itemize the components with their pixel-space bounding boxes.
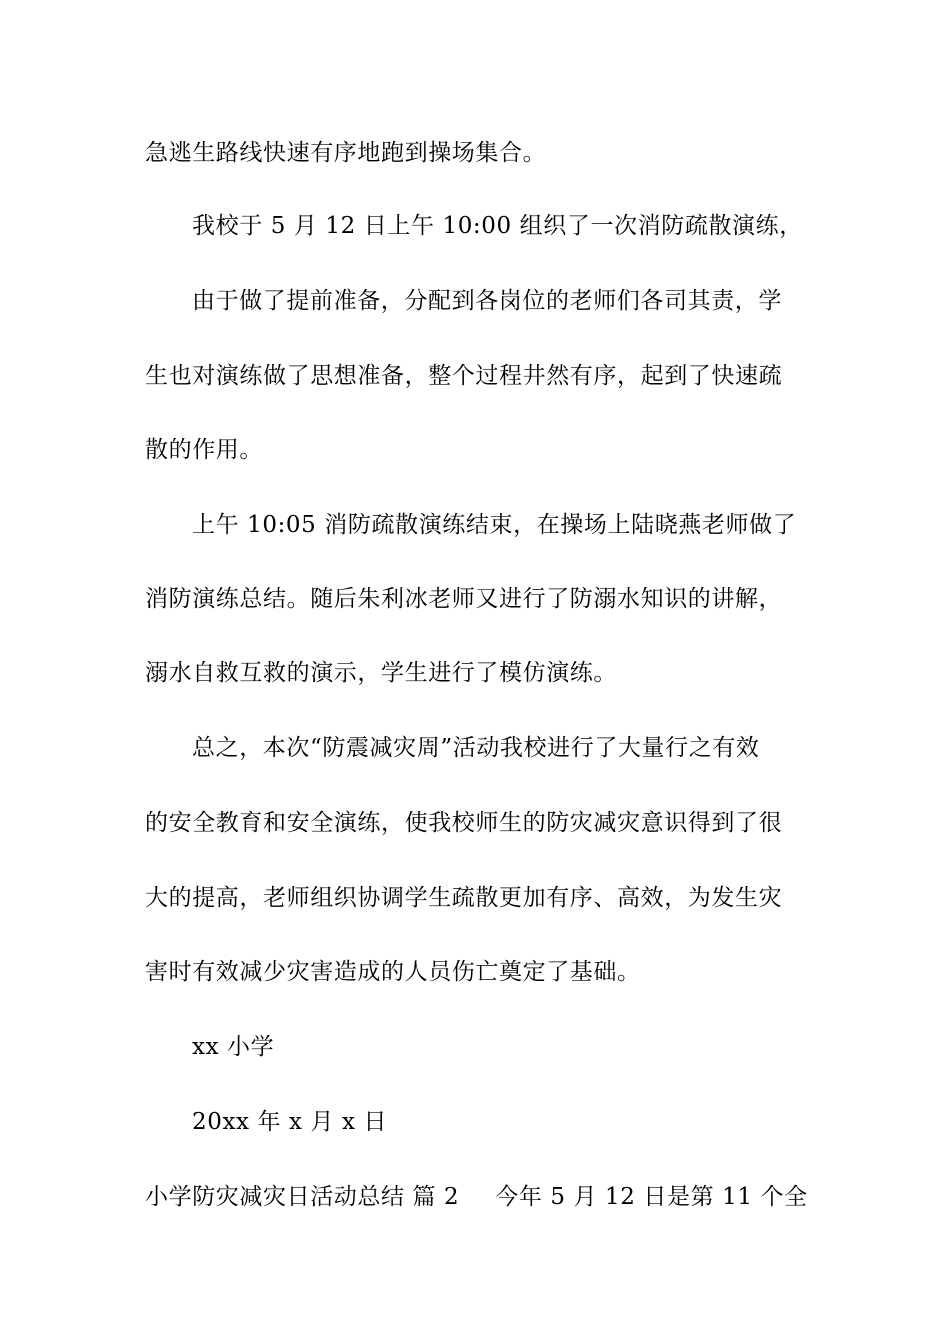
paragraph-line: 消防演练总结。随后朱利冰老师又进行了防溺水知识的讲解， <box>145 586 783 612</box>
paragraph-line: 我校于 5 月 12 日上午 10:00 组织了一次消防疏散演练， <box>192 213 803 239</box>
next-section-heading <box>145 1182 808 1212</box>
paragraph-line: 大的提高，老师组织协调学生疏散更加有序、高效，为发生灾 <box>145 885 783 911</box>
paragraph-line: 由于做了提前准备，分配到各岗位的老师们各司其责，学 <box>192 288 782 314</box>
paragraph-line: 散的作用。 <box>145 437 263 463</box>
signature-date: 20xx 年 x 月 x 日 <box>192 1109 388 1135</box>
paragraph-line: 总之，本次“防震减灾周”活动我校进行了大量行之有效 <box>192 735 760 761</box>
section-title: 小学防灾减灾日活动总结 篇 2 <box>145 1184 460 1210</box>
paragraph-line: 溺水自救互救的演示，学生进行了模仿演练。 <box>145 660 617 686</box>
paragraph-line: 生也对演练做了思想准备，整个过程井然有序，起到了快速疏 <box>145 363 783 389</box>
paragraph-line: 急逃生路线快速有序地跑到操场集合。 <box>145 140 547 166</box>
paragraph-line: 害时有效减少灾害造成的人员伤亡奠定了基础。 <box>145 959 641 985</box>
section-opening: 今年 5 月 12 日是第 11 个全 <box>495 1184 808 1210</box>
paragraph-line: 的安全教育和安全演练，使我校师生的防灾减灾意识得到了很 <box>145 810 783 836</box>
signature-school: xx 小学 <box>192 1034 275 1060</box>
paragraph-line: 上午 10:05 消防疏散演练结束，在操场上陆晓燕老师做了 <box>192 512 797 538</box>
